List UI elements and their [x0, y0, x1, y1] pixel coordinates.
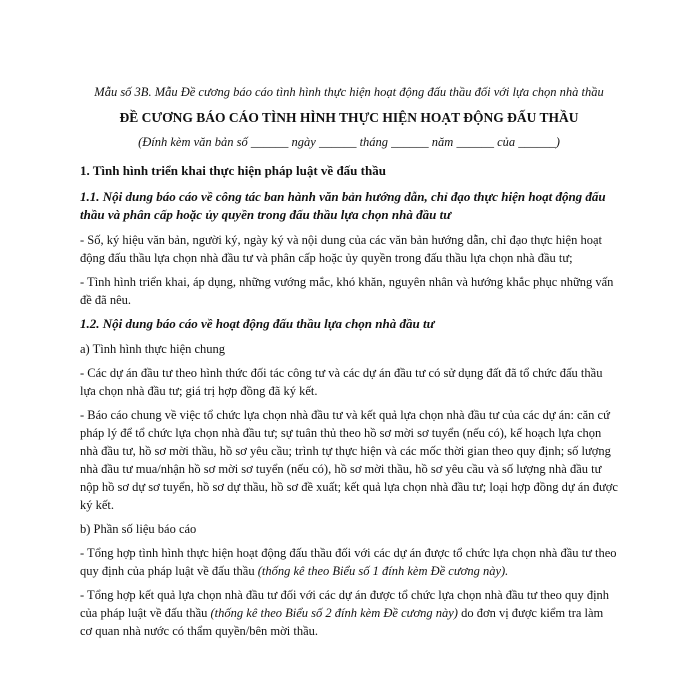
section-b-paragraph-1 — [80, 544, 618, 580]
section-b-paragraph-2-text: - Tổng hợp kết quả lựa chọn nhà đầu tư đối với các dự án được tổ chức lựa chọn nhà đầu tư theo quy định của pháp luật về đấu thầu — [80, 588, 610, 620]
section-b-paragraph-2-tail: do đơn vị được kiểm tra làm cơ quan nhà nước có thẩm quyền/bên mời thầu. — [80, 606, 604, 638]
section-a-heading: a) Tình hình thực hiện chung — [80, 342, 226, 356]
section-b-heading: b) Phần số liệu báo cáo — [80, 522, 197, 536]
document-title: ĐỀ CƯƠNG BÁO CÁO TÌNH HÌNH THỰC HIỆN HOẠT ĐỘNG ĐẤU THẦU — [119, 110, 579, 125]
section-a-paragraph-1: - Các dự án đầu tư theo hình thức đối tác công tư và các dự án đầu tư có sử dụng đất đã tổ chức đấu thầu lựa chọn nhà đầu tư; giá trị hợp đồng đã ký kết. — [80, 366, 603, 398]
document-page — [80, 84, 618, 646]
section-1-1-paragraph-1: - Số, ký hiệu văn bản, người ký, ngày ký và nội dung của các văn bản hướng dẫn, chỉ đạo thực hiện hoạt động đấu thầu lựa chọn nhà đầu tư và phân cấp hoặc ủy quyền trong đấu thầu lựa chọn nhà đầu tư; — [80, 233, 602, 265]
section-1-2-heading: 1.2. Nội dung báo cáo về hoạt động đấu thầu lựa chọn nhà đầu tư — [80, 316, 435, 331]
attachment-note: (Đính kèm văn bản số ______ ngày ______ tháng ______ năm ______ của ______) — [138, 135, 560, 149]
section-1-heading: 1. Tình hình triển khai thực hiện pháp luật về đấu thầu — [80, 163, 386, 178]
section-b-paragraph-1-text: - Tổng hợp tình hình thực hiện hoạt động đấu thầu đối với các dự án được tổ chức lựa chọn nhà đầu tư theo quy định của pháp luật về đấu thầu — [80, 546, 617, 578]
section-1-1-paragraph-2: - Tình hình triển khai, áp dụng, những vướng mắc, khó khăn, nguyên nhân và hướng khắc phục những vấn đề đã nêu. — [80, 275, 614, 307]
form-caption: Mẫu số 3B. Mẫu Đề cương báo cáo tình hình thực hiện hoạt động đấu thầu đối với lựa chọn nhà thầu — [94, 85, 604, 99]
section-a-paragraph-2: - Báo cáo chung về việc tổ chức lựa chọn nhà đầu tư và kết quả lựa chọn nhà đầu tư của các dự án: căn cứ pháp lý để tổ chức lựa chọn nhà đầu tư; sự tuân thủ theo hồ sơ mời sơ tuyển (nếu có), kế hoạch lựa chọn nhà đầu tư, hồ sơ mời thầu, hồ sơ yêu cầu; trình tự thực hiện và các mốc thời gian theo quy định; số lượng nhà đầu tư mua/nhận hồ sơ mời sơ tuyển (nếu có), hồ sơ mời thầu, hồ sơ yêu cầu và số lượng nhà đầu tư nộp hồ sơ dự sơ tuyển, hồ sơ dự thầu, hồ sơ đề xuất; kết quả lựa chọn nhà đầu tư; loại hợp đồng dự án được ký kết. — [80, 408, 618, 512]
section-b-paragraph-2 — [80, 586, 618, 640]
section-b-paragraph-1-note: (thống kê theo Biểu số 1 đính kèm Đề cương này). — [257, 564, 509, 578]
section-b-paragraph-2-note: (thống kê theo Biểu số 2 đính kèm Đề cương này) — [210, 606, 458, 620]
section-1-1-heading: 1.1. Nội dung báo cáo về công tác ban hành văn bản hướng dẫn, chỉ đạo thực hiện hoạt động đấu thầu và phân cấp hoặc ủy quyền trong đấu thầu lựa chọn nhà đầu tư — [80, 189, 606, 222]
